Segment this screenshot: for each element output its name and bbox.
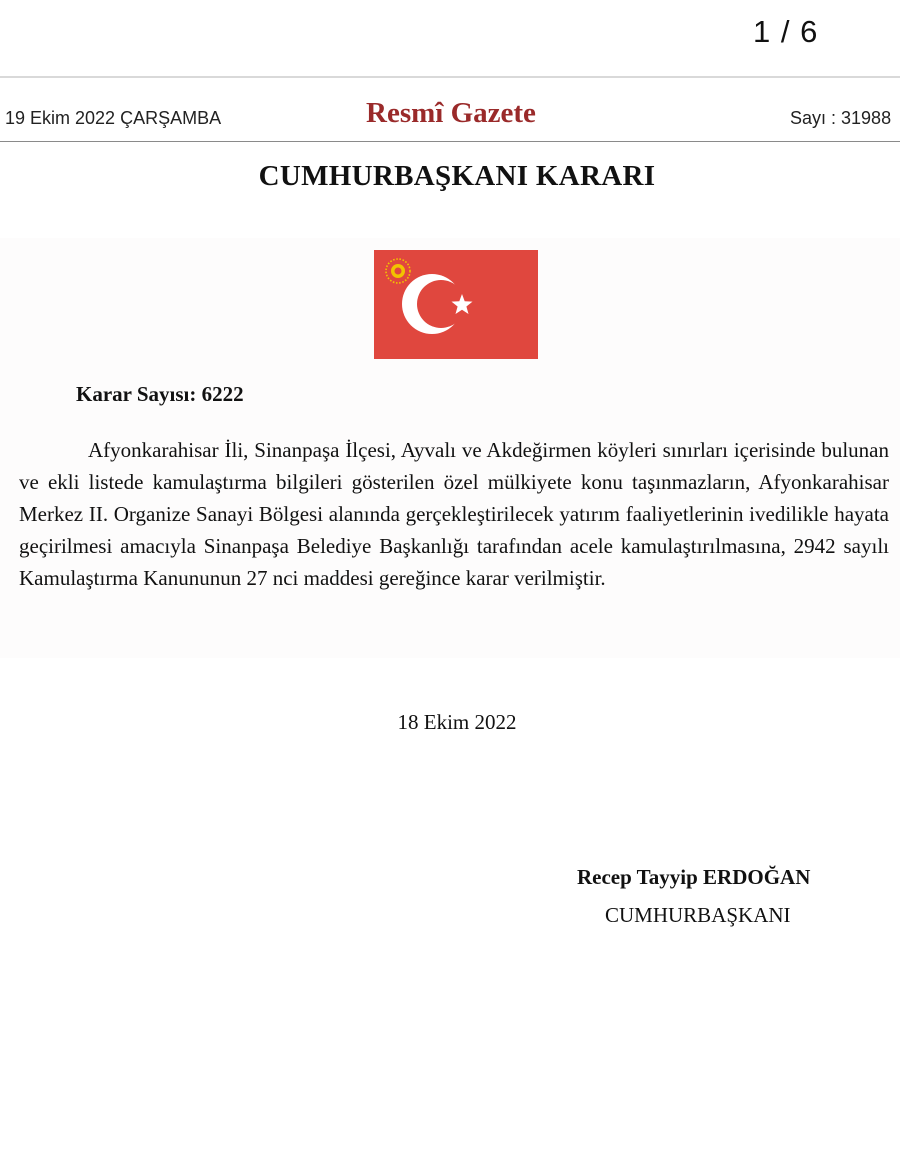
gazette-header: [0, 96, 900, 136]
turkish-flag-icon: [374, 250, 538, 359]
header-date: 19 Ekim 2022 ÇARŞAMBA: [5, 108, 222, 128]
top-divider: [0, 76, 900, 78]
gazette-title: Resmî Gazete: [366, 97, 536, 129]
decision-heading: CUMHURBAŞKANI KARARI: [258, 160, 656, 192]
decision-paragraph: [19, 434, 889, 594]
decision-number: Karar Sayısı: 6222: [76, 382, 244, 406]
page-counter: 1 / 6: [753, 14, 819, 49]
signatory-title: CUMHURBAŞKANI: [605, 903, 791, 927]
header-divider: [0, 141, 900, 142]
issue-number: Sayı : 31988: [790, 108, 892, 128]
decision-body-text: Afyonkarahisar İli, Sinanpaşa İlçesi, Ayvalı ve Akdeğirmen köyleri sınırları içerisinde bulunan ve ekli listede kamulaştırma bilgileri gösterilen özel mülkiyete konu taşınmazların, Afyonkarahisar Merkez II. Organize Sanayi Bölgesi alanında gerçekleştirilecek yatırım faaliyetlerinin ivedilikle hayata geçirilmesi amacıyla Sinanpaşa Belediye Başkanlığı tarafından acele kamulaştırılmasına, 2942 sayılı Kamulaştırma Kanununun 27 nci maddesi gereğince karar verilmiştir.: [19, 438, 889, 590]
decision-date: 18 Ekim 2022: [397, 710, 517, 734]
signatory-name: Recep Tayyip ERDOĞAN: [577, 865, 811, 889]
